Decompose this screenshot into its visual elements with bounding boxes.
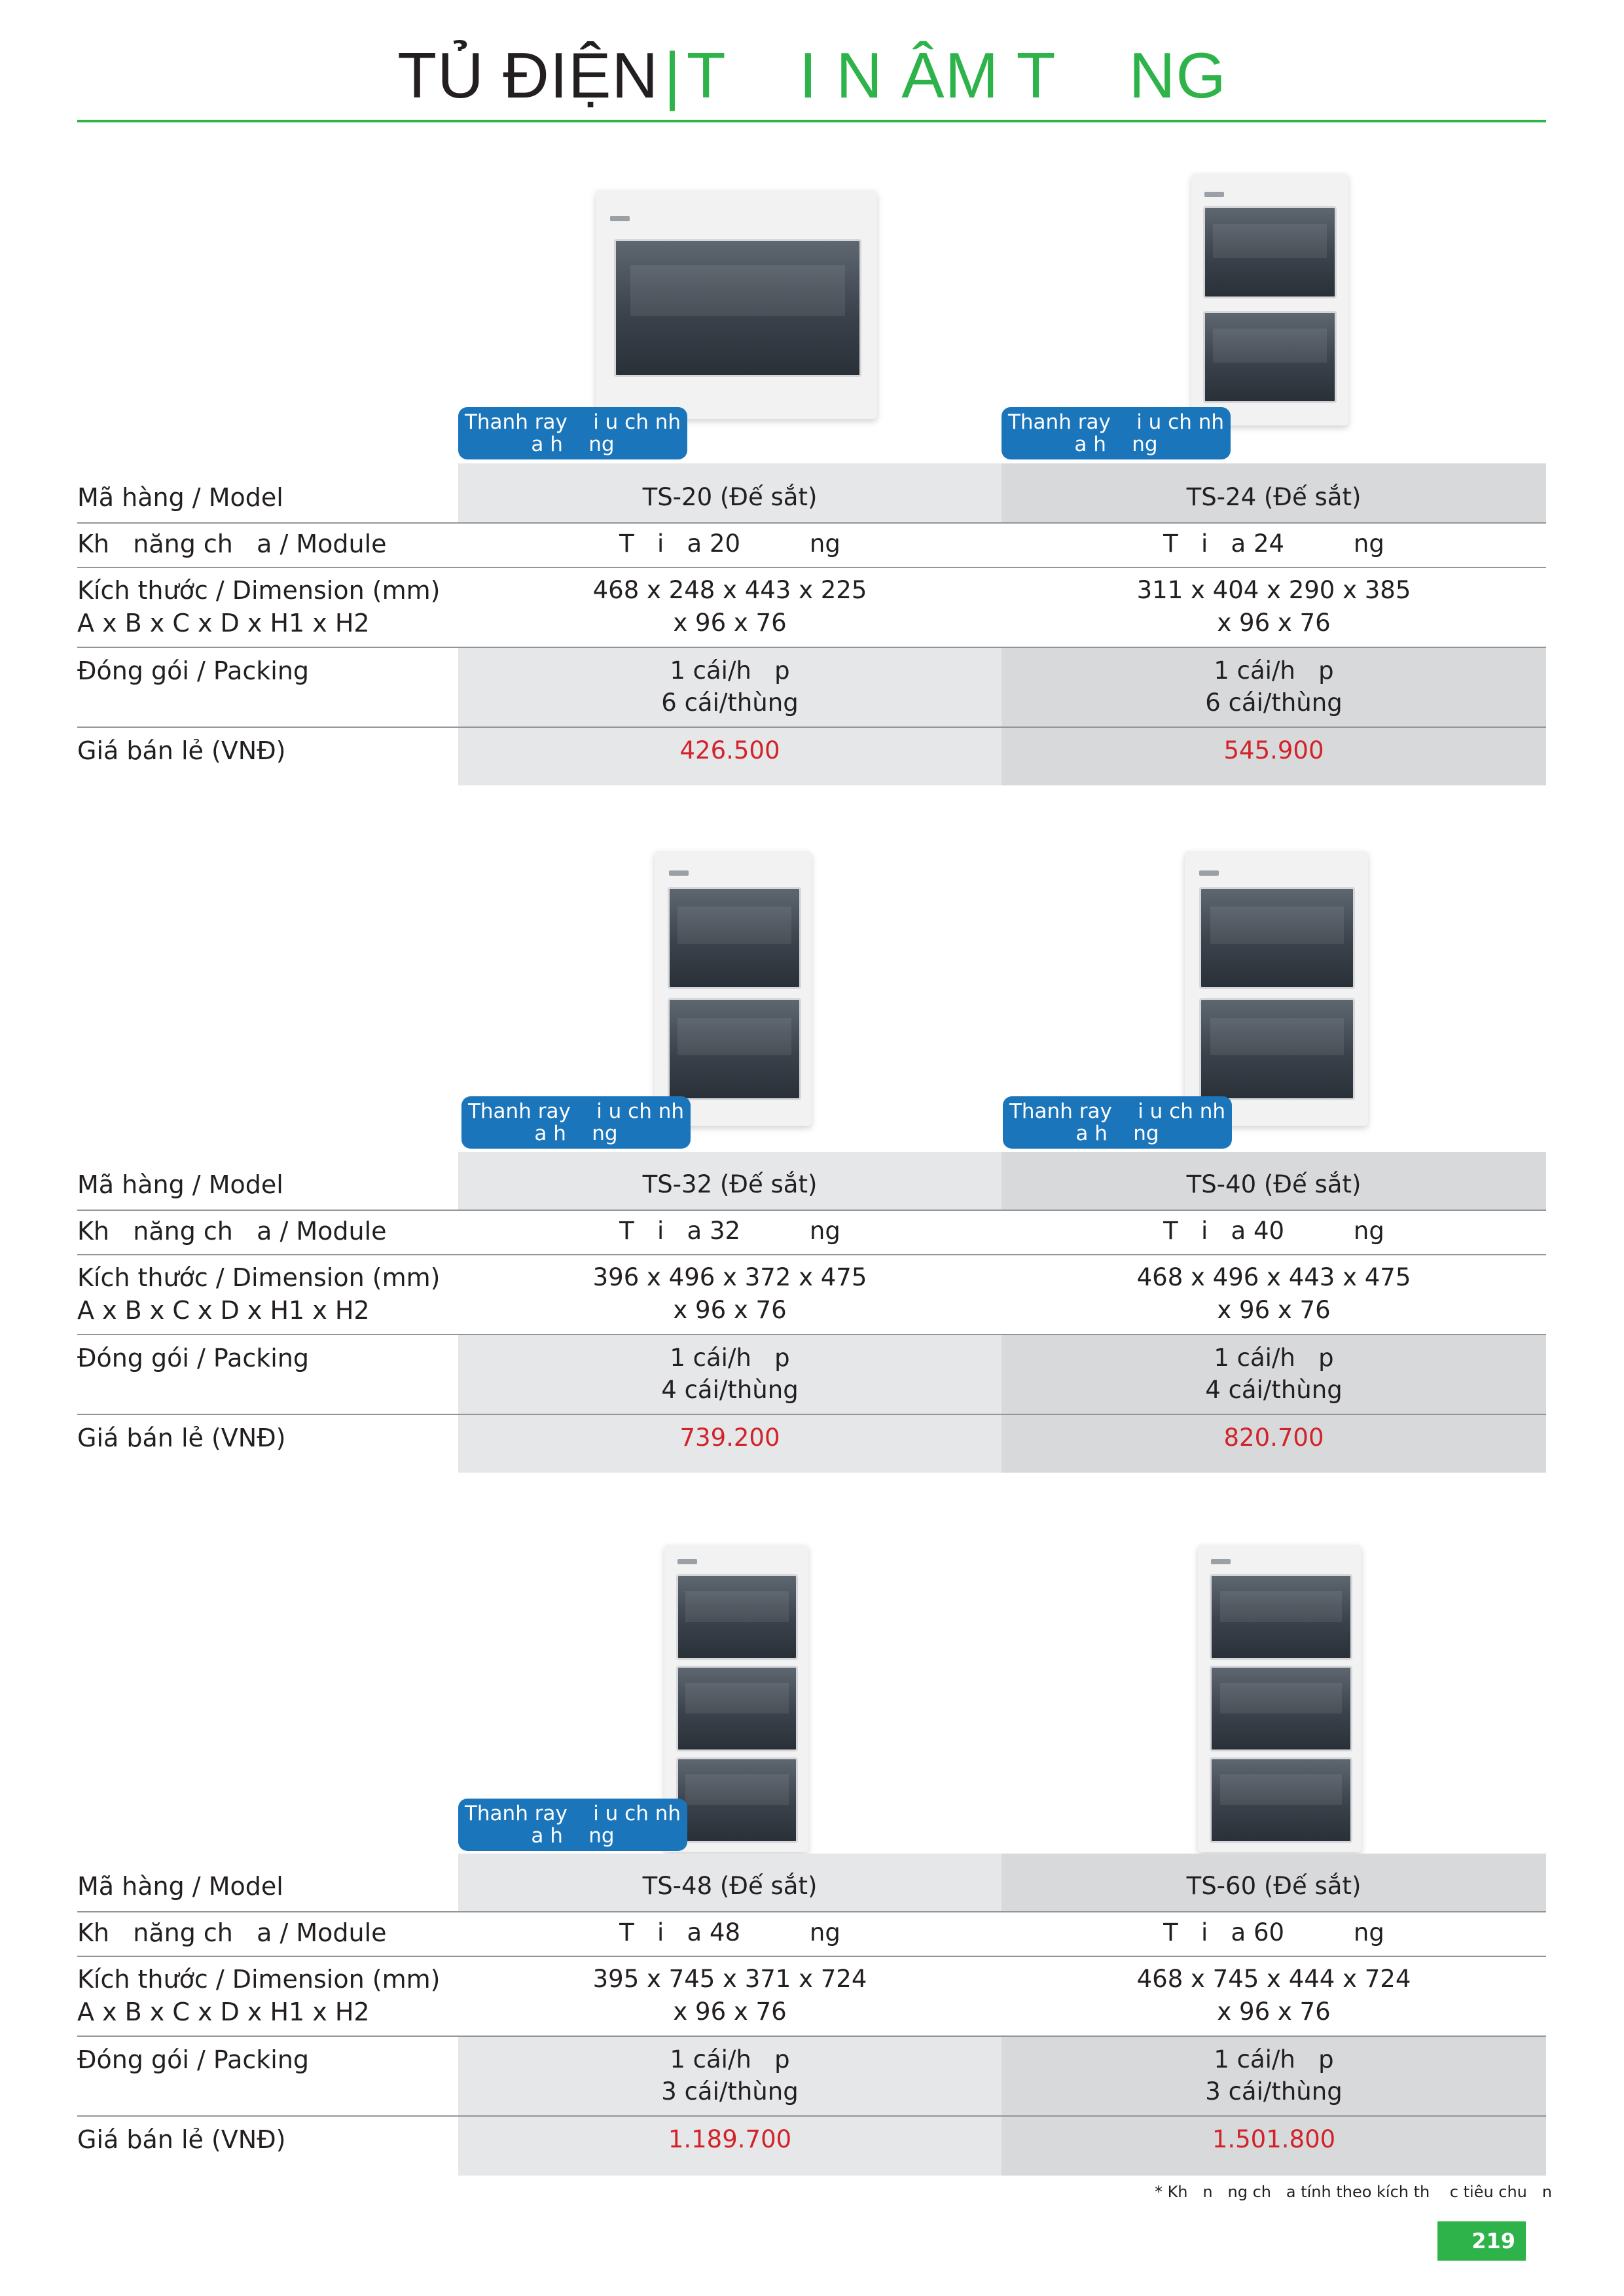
value-price: 820.700 [1223,1424,1324,1452]
value-dimension-2: x 96 x 76 [1217,1296,1331,1324]
value-packing-2: 4 cái/thùng [661,1376,799,1404]
rail-badge: Thanh ray i u ch nh a h ng [1001,407,1231,459]
row-divider [77,1414,1546,1415]
title-rule [77,120,1546,122]
brand-mark [677,1559,697,1564]
value-price: 1.189.700 [668,2125,792,2153]
value-module: T i a 24 ng [1163,529,1384,558]
value-model: TS-48 (Đế sắt) [642,1872,818,1900]
row-divider [77,2115,1546,2117]
label-model: Mã hàng / Model [77,483,283,512]
value-packing: 1 cái/h p [1214,2045,1334,2073]
value-dimension: 395 x 745 x 371 x 724 [592,1965,867,1993]
value-packing-2: 6 cái/thùng [1205,689,1343,717]
row-divider [77,1210,1546,1211]
value-dimension: 468 x 496 x 443 x 475 [1136,1263,1411,1291]
cover-panel [614,239,861,377]
title-separator: | [664,39,681,111]
title-main: TỦ ĐIỆN [397,39,659,111]
cover-panel [1210,1666,1352,1751]
label-dimension: Kích thước / Dimension (mm) [77,576,441,605]
label-packing: Đóng gói / Packing [77,2045,310,2074]
product-photo-ts60 [1198,1545,1362,1852]
value-module: T i a 48 ng [619,1918,840,1946]
row-divider [77,1911,1546,1912]
footnote: * Kh n ng ch a tính theo kích th c tiêu chu n [1154,2183,1552,2201]
brand-mark [669,870,689,876]
value-model: TS-20 (Đế sắt) [642,483,818,511]
row-divider [77,726,1546,728]
rail-badge: Thanh ray i u ch nh a h ng [1003,1096,1232,1149]
value-dimension: 311 x 404 x 290 x 385 [1136,576,1411,604]
page-title [0,36,1624,115]
label-price: Giá bán lẻ (VNĐ) [77,736,286,765]
label-module: Kh năng ch a / Module [77,1918,387,1947]
value-packing: 1 cái/h p [1214,656,1334,685]
label-dimension: Kích thước / Dimension (mm) [77,1965,441,1994]
value-model: TS-24 (Đế sắt) [1186,483,1362,511]
cover-panel [676,1574,798,1660]
rail-badge: Thanh ray i u ch nh a h ng [461,1096,691,1149]
value-model: TS-40 (Đế sắt) [1186,1170,1362,1198]
cover-panel [1203,206,1337,298]
brand-mark [610,216,630,221]
title-sub: T I N ÂM T NG [686,39,1227,111]
label-dimension-sub: A x B x C x D x H1 x H2 [77,1296,370,1325]
value-packing: 1 cái/h p [670,2045,790,2073]
label-packing: Đóng gói / Packing [77,656,310,685]
brand-mark [1211,1559,1231,1564]
product-photo-ts32 [655,851,812,1126]
product-photo-ts24 [1191,173,1348,425]
rail-badge: Thanh ray i u ch nh a h ng [458,407,687,459]
value-dimension-2: x 96 x 76 [1217,1998,1331,2026]
row-divider [77,1334,1546,1335]
label-dimension-sub: A x B x C x D x H1 x H2 [77,609,370,637]
value-packing-2: 6 cái/thùng [661,689,799,717]
cover-panel [1199,887,1355,989]
value-module: T i a 60 ng [1163,1918,1384,1946]
value-price: 426.500 [679,736,780,764]
cover-panel [1203,311,1337,403]
label-model: Mã hàng / Model [77,1170,283,1199]
cover-panel [1210,1574,1352,1660]
row-divider [77,1956,1546,1957]
value-price: 545.900 [1223,736,1324,764]
value-packing-2: 3 cái/thùng [661,2077,799,2106]
value-packing: 1 cái/h p [670,1344,790,1372]
product-photo-ts40 [1185,851,1368,1126]
cover-panel [668,887,801,989]
label-module: Kh năng ch a / Module [77,529,387,558]
value-dimension-2: x 96 x 76 [673,1998,787,2026]
row-divider [77,567,1546,568]
value-dimension: 468 x 248 x 443 x 225 [592,576,867,604]
brand-mark [1199,870,1219,876]
cover-panel [676,1757,798,1843]
value-packing: 1 cái/h p [1214,1344,1334,1372]
value-price: 1.501.800 [1212,2125,1336,2153]
cover-panel [1199,998,1355,1100]
value-price: 739.200 [679,1424,780,1452]
row-divider [77,2036,1546,2037]
value-dimension: 468 x 745 x 444 x 724 [1136,1965,1411,1993]
rail-badge: Thanh ray i u ch nh a h ng [458,1799,687,1851]
label-module: Kh năng ch a / Module [77,1217,387,1246]
value-dimension-2: x 96 x 76 [673,609,787,637]
cover-panel [676,1666,798,1751]
label-dimension-sub: A x B x C x D x H1 x H2 [77,1998,370,2026]
cover-panel [1210,1757,1352,1843]
value-model: TS-60 (Đế sắt) [1186,1872,1362,1900]
label-price: Giá bán lẻ (VNĐ) [77,2125,286,2154]
value-dimension-2: x 96 x 76 [1217,609,1331,637]
value-packing-2: 4 cái/thùng [1205,1376,1343,1404]
value-module: T i a 20 ng [619,529,840,558]
row-divider [77,647,1546,648]
value-module: T i a 40 ng [1163,1217,1384,1245]
row-divider [77,522,1546,524]
label-dimension: Kích thước / Dimension (mm) [77,1263,441,1292]
row-divider [77,1254,1546,1255]
label-price: Giá bán lẻ (VNĐ) [77,1424,286,1452]
value-dimension: 396 x 496 x 372 x 475 [592,1263,867,1291]
label-packing: Đóng gói / Packing [77,1344,310,1372]
product-photo-ts20 [596,190,877,419]
page-number: 219 [1437,2221,1526,2261]
value-packing: 1 cái/h p [670,656,790,685]
value-module: T i a 32 ng [619,1217,840,1245]
brand-mark [1204,192,1224,197]
value-dimension-2: x 96 x 76 [673,1296,787,1324]
value-packing-2: 3 cái/thùng [1205,2077,1343,2106]
label-model: Mã hàng / Model [77,1872,283,1901]
value-model: TS-32 (Đế sắt) [642,1170,818,1198]
cover-panel [668,998,801,1100]
